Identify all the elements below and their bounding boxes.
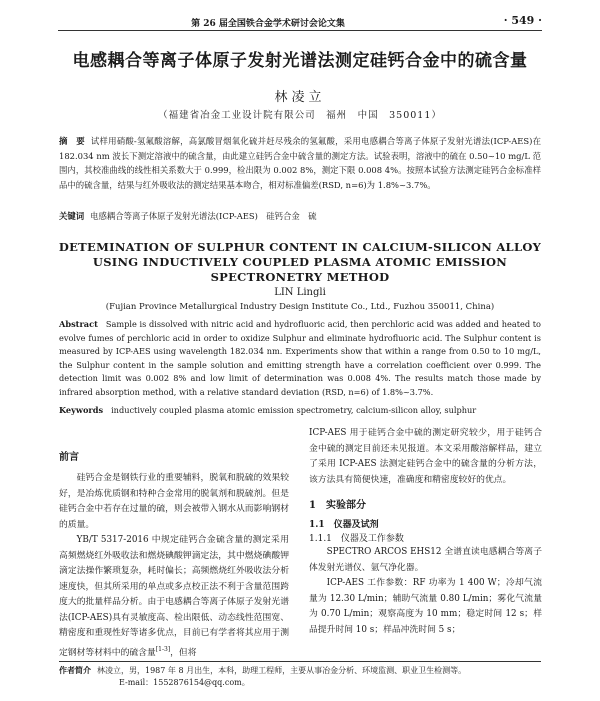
section-1-1-1-heading: 1.1.1 仪器及工作参数: [309, 534, 404, 544]
running-header: [58, 14, 542, 30]
right-paragraph-1: ICP-AES 用于硅钙合金中硫的测定研究较少，用于硅钙合金中硫的测定目前还未见报道。本文采用酸溶解样品，建立了采用 ICP-AES 法测定硅钙合金中的硫含量的分析方法，该方法具有简便快速，准确度和精密度较好的优点。: [309, 428, 542, 485]
english-title-line-1: DETEMINATION OF SULPHUR CONTENT IN CALCIUM-SILICON ALLOY: [58, 240, 542, 254]
chinese-keywords: [59, 210, 541, 222]
chinese-affiliation: （福建省冶金工业设计院有限公司 福州 中国 350011）: [158, 110, 442, 121]
english-affiliation: (Fujian Province Metallurgical Industry Design Institute Co., Ltd., Fuzhou 350011, China): [105, 302, 495, 312]
footnote-rule: [59, 661, 541, 662]
preface-heading: 前言: [59, 452, 79, 463]
english-title-line-2: USING INDUCTIVELY COUPLED PLASMA ATOMIC EMISSION: [92, 255, 508, 269]
english-title-line-3: SPECTRONETRY METHOD: [210, 270, 390, 284]
preface-paragraph-1: 硅钙合金是钢铁行业的重要辅料，脱氧和脱硫的效果较好，是冶炼优质钢和特种合金常用的脱氧剂和脱硫剂。但是硅钙合金中若存在过量的硫，则会被带入钢水从而影响钢材的质量。: [59, 473, 289, 530]
english-abstract-label: Abstract: [59, 319, 98, 329]
preface-paragraph-2: [59, 533, 289, 661]
preface-paragraph-2-text: YB/T 5317-2016 中规定硅钙合金硫含量的测定采用高频燃烧红外吸收法和燃烧碘酸钾滴定法，其中燃烧碘酸钾滴定法操作繁琐复杂，耗时偏长；高频燃烧红外吸收法分析速度快，但其所采用的单点或多点校正法不利于含量范围跨度大的批量样品分析。由于电感耦合等离子体原子发射光谱法(ICP-AES)具有灵敏度高、检出限低、动态线性范围宽、精密度和重现性好等诸多优点，目前已有学者将其应用于测定钢材等材料中的硫含量: [59, 535, 289, 658]
chinese-keywords-label: 关键词: [59, 211, 85, 221]
section-1-heading: 1 实验部分: [309, 500, 366, 511]
section-1-1-heading: 1.1 仪器及试剂: [309, 520, 379, 530]
header-rule: [58, 30, 542, 31]
footnote-label: 作者简介: [59, 665, 91, 675]
conference-title: 第 26 届全国铁合金学术研讨会论文集: [191, 19, 345, 29]
chinese-abstract-text: 试样用硝酸-氢氟酸溶解，高氯酸冒烟氧化硫并赶尽残余的氢氟酸，采用电感耦合等离子体原子发射光谱法(ICP-AES)在 182.034 nm 波长下测定溶液中的硫含量，由此建立硅钙合金中硫含量的测定方法。试验表明，溶液中的硫在 0.50~10 mg/L 范围内，其校准曲线的线性相关系数大于 0.999，检出限为 0.002 8%，测定下限 0.008 4%。按照本试验方法测定硅钙合金标准样品中的硫含量，结果与红外吸收法的测定结果基本吻合，相对标准偏差(RSD, n=6)为 1.8%~3.7%。: [59, 136, 542, 190]
left-column: [59, 426, 289, 661]
chinese-abstract: [59, 134, 541, 192]
english-keywords-text: inductively coupled plasma atomic emission spectrometry, calcium-silicon alloy, sulphur: [111, 405, 477, 415]
author-email: E-mail：1552876154@qq.com。: [119, 678, 250, 687]
citation: [1-3]: [155, 645, 171, 653]
preface-paragraph-2-tail: ，但将: [170, 647, 197, 658]
author-footnote: [59, 664, 541, 689]
parameters-paragraph: ICP-AES 工作参数：RF 功率为 1 400 W；冷却气流量为 12.30 L/min；辅助气流量 0.80 L/min；雾化气流量为 0.70 L/min；观察高度为 10 mm；稳定时间 12 s；样品提升时间 10 s；样品冲洗时间 5 s；: [309, 578, 542, 635]
english-abstract: [59, 318, 541, 399]
footnote-text: 林凌立，男，1987 年 8 月出生，本科，助理工程师，主要从事冶金分析、环境监测、职业卫生检测等。: [97, 666, 467, 675]
chinese-abstract-label: 摘 要: [59, 136, 85, 146]
english-keywords-label: Keywords: [59, 405, 104, 415]
english-keywords: [59, 405, 541, 415]
chinese-title: 电感耦合等离子体原子发射光谱法测定硅钙合金中的硫含量: [72, 51, 528, 71]
right-column: [309, 426, 542, 638]
instrument-paragraph: SPECTRO ARCOS EHS12 全谱直读电感耦合等离子体发射光谱仪、氩气净化器。: [309, 547, 542, 573]
english-author: LIN Lingli: [274, 287, 326, 298]
english-title: [40, 240, 560, 285]
chinese-author: 林凌立: [274, 90, 326, 105]
page-number: · 549 ·: [503, 14, 542, 27]
english-abstract-text: Sample is dissolved with nitric acid and hydrofluoric acid, then perchloric acid was added and heated to evolve fumes of perchloric acid in order to oxidize Sulphur and eliminate hydrofluoric acid. The Sulphur content is measured by ICP-AES using wavelength 182.034 nm. Experiments show that within a range from 0.50 to 10 mg/L, the Sulphur content in the sample solution and emitting strength have a correlation coefficient over 0.999. The detection limit was 0.002 8% and low limit of determination was 0.008 4%. The results match those made by infrared absorption method, with a relative standard deviation (RSD, n=6) of 1.8%~3.7%.: [59, 319, 541, 397]
chinese-keywords-text: 电感耦合等离子体原子发射光谱法(ICP-AES) 硅钙合金 硫: [90, 211, 317, 221]
